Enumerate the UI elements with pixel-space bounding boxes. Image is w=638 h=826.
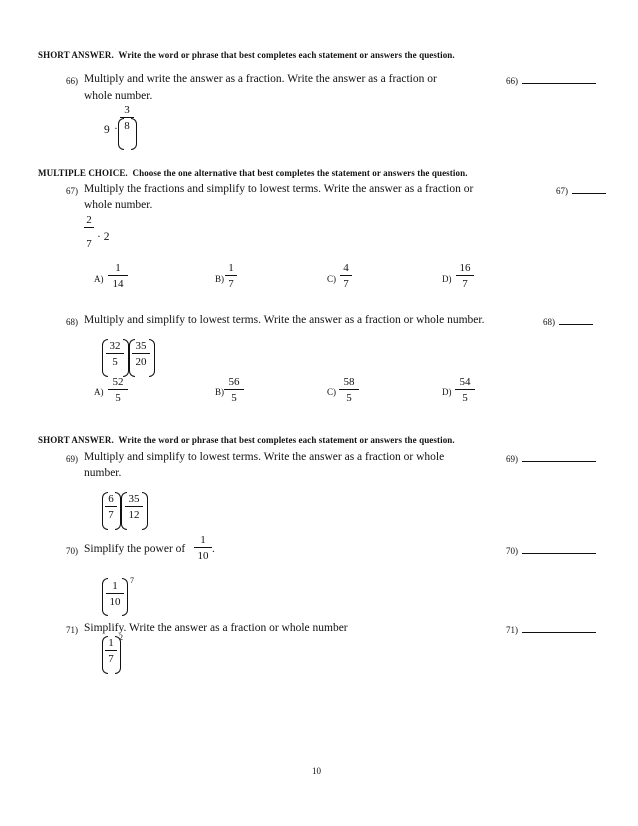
denominator: 5 — [231, 392, 237, 404]
question-number: 69) — [66, 454, 78, 464]
numerator: 56 — [228, 376, 240, 388]
section-title: SHORT ANSWER. — [38, 435, 114, 445]
denominator: 5 — [112, 356, 118, 368]
numerator: 2 — [86, 214, 92, 226]
question-number: 68) — [66, 317, 78, 327]
section-title: SHORT ANSWER. — [38, 50, 114, 60]
numerator: 1 — [228, 262, 234, 274]
answer-line[interactable] — [572, 193, 606, 194]
answer-line[interactable] — [522, 632, 596, 633]
times-two: · 2 — [97, 231, 110, 243]
question-70-text: Simplify the power of — [84, 543, 186, 555]
denominator: 5 — [346, 392, 352, 404]
denominator: 10 — [197, 550, 209, 562]
choice-label-d[interactable]: D) — [442, 387, 452, 397]
denominator: 12 — [128, 509, 140, 521]
answer-line[interactable] — [559, 324, 593, 325]
section-header-multiple-choice — [38, 168, 468, 178]
denominator: 5 — [462, 392, 468, 404]
dot-operator: · — [114, 123, 118, 135]
right-paren — [142, 492, 148, 530]
answer-blank-69[interactable] — [506, 454, 596, 464]
answer-number: 70) — [506, 546, 518, 556]
answer-line[interactable] — [522, 83, 596, 84]
denominator: 7 — [343, 278, 349, 290]
question-68-text: Multiply and simplify to lowest terms. Write the answer as a fraction or whole number. — [84, 314, 485, 326]
numerator: 1 — [200, 534, 206, 546]
question-69-text-line2: number. — [84, 467, 122, 479]
answer-number: 68) — [543, 317, 555, 327]
exponent: 7 — [130, 576, 134, 585]
denominator: 10 — [109, 596, 121, 608]
numerator: 32 — [109, 340, 121, 352]
period: . — [212, 543, 215, 555]
question-71-text: Simplify. Write the answer as a fraction or whole number — [84, 622, 348, 634]
choice-a-fraction — [108, 376, 128, 404]
question-number: 70) — [66, 546, 78, 556]
numerator: 35 — [135, 340, 147, 352]
numerator: 4 — [343, 262, 349, 274]
fraction — [106, 340, 124, 368]
question-69-text-line1: Multiply and simplify to lowest terms. Write the answer as a fraction or whole — [84, 451, 445, 463]
denominator: 7 — [86, 238, 92, 250]
fraction — [125, 493, 143, 521]
denominator: 7 — [228, 278, 234, 290]
choice-label-c[interactable]: C) — [327, 387, 336, 397]
numerator: 52 — [112, 376, 124, 388]
exponent: 2 — [119, 633, 123, 642]
denominator: 8 — [124, 120, 130, 132]
denominator: 5 — [115, 392, 121, 404]
choice-a-fraction — [108, 262, 128, 290]
section-instructions: Write the word or phrase that best completes each statement or answers the question. — [118, 50, 455, 60]
answer-line[interactable] — [522, 461, 596, 462]
denominator: 14 — [112, 278, 124, 290]
choice-label-b[interactable]: B) — [215, 387, 224, 397]
section-title: MULTIPLE CHOICE. — [38, 168, 128, 178]
section-instructions: Write the word or phrase that best completes each statement or answers the question. — [118, 435, 455, 445]
question-number: 67) — [66, 186, 78, 196]
page-number: 10 — [312, 766, 321, 776]
answer-number: 66) — [506, 76, 518, 86]
numerator: 1 — [108, 637, 114, 649]
fraction — [132, 340, 150, 368]
answer-number: 67) — [556, 186, 568, 196]
section-instructions: Choose the one alternative that best completes the statement or answers the question. — [132, 168, 468, 178]
right-paren — [131, 118, 137, 150]
answer-blank-68[interactable] — [543, 317, 593, 327]
answer-number: 69) — [506, 454, 518, 464]
answer-blank-66[interactable] — [506, 76, 596, 86]
question-66-text-line1: Multiply and write the answer as a fraction. Write the answer as a fraction or — [84, 73, 437, 85]
numerator: 35 — [128, 493, 140, 505]
choice-b-fraction — [224, 376, 244, 404]
answer-number: 71) — [506, 625, 518, 635]
question-67-text-line1: Multiply the fractions and simplify to lowest terms. Write the answer as a fraction or — [84, 183, 474, 195]
numerator: 3 — [124, 104, 130, 116]
choice-b-fraction — [225, 262, 237, 290]
choice-label-a[interactable]: A) — [94, 387, 104, 397]
section-header-short-answer-2 — [38, 435, 455, 445]
answer-blank-70[interactable] — [506, 546, 596, 556]
choice-label-d[interactable]: D) — [442, 274, 452, 284]
denominator: 7 — [108, 509, 114, 521]
numerator: 16 — [459, 262, 471, 274]
fraction — [84, 214, 94, 250]
choice-label-c[interactable]: C) — [327, 274, 336, 284]
question-67-text-line2: whole number. — [84, 199, 153, 211]
fraction — [194, 534, 212, 562]
choice-c-fraction — [339, 376, 359, 404]
choice-label-b[interactable]: B) — [215, 274, 224, 284]
question-number: 66) — [66, 76, 78, 86]
numerator: 54 — [459, 376, 471, 388]
denominator: 20 — [135, 356, 147, 368]
question-66-text-line2: whole number. — [84, 90, 153, 102]
answer-blank-67[interactable] — [556, 186, 606, 196]
choice-c-fraction — [340, 262, 352, 290]
choice-label-a[interactable]: A) — [94, 274, 104, 284]
answer-line[interactable] — [522, 553, 596, 554]
denominator: 7 — [108, 653, 114, 665]
denominator: 7 — [462, 278, 468, 290]
right-paren — [122, 578, 128, 616]
right-paren — [149, 339, 155, 377]
choice-d-fraction — [456, 262, 474, 290]
question-number: 71) — [66, 625, 78, 635]
whole-number: 9 — [104, 124, 110, 136]
numerator: 6 — [108, 493, 114, 505]
section-header-short-answer-1 — [38, 50, 455, 60]
answer-blank-71[interactable] — [506, 625, 596, 635]
numerator: 58 — [343, 376, 355, 388]
numerator: 1 — [112, 580, 118, 592]
choice-d-fraction — [455, 376, 475, 404]
numerator: 1 — [115, 262, 121, 274]
